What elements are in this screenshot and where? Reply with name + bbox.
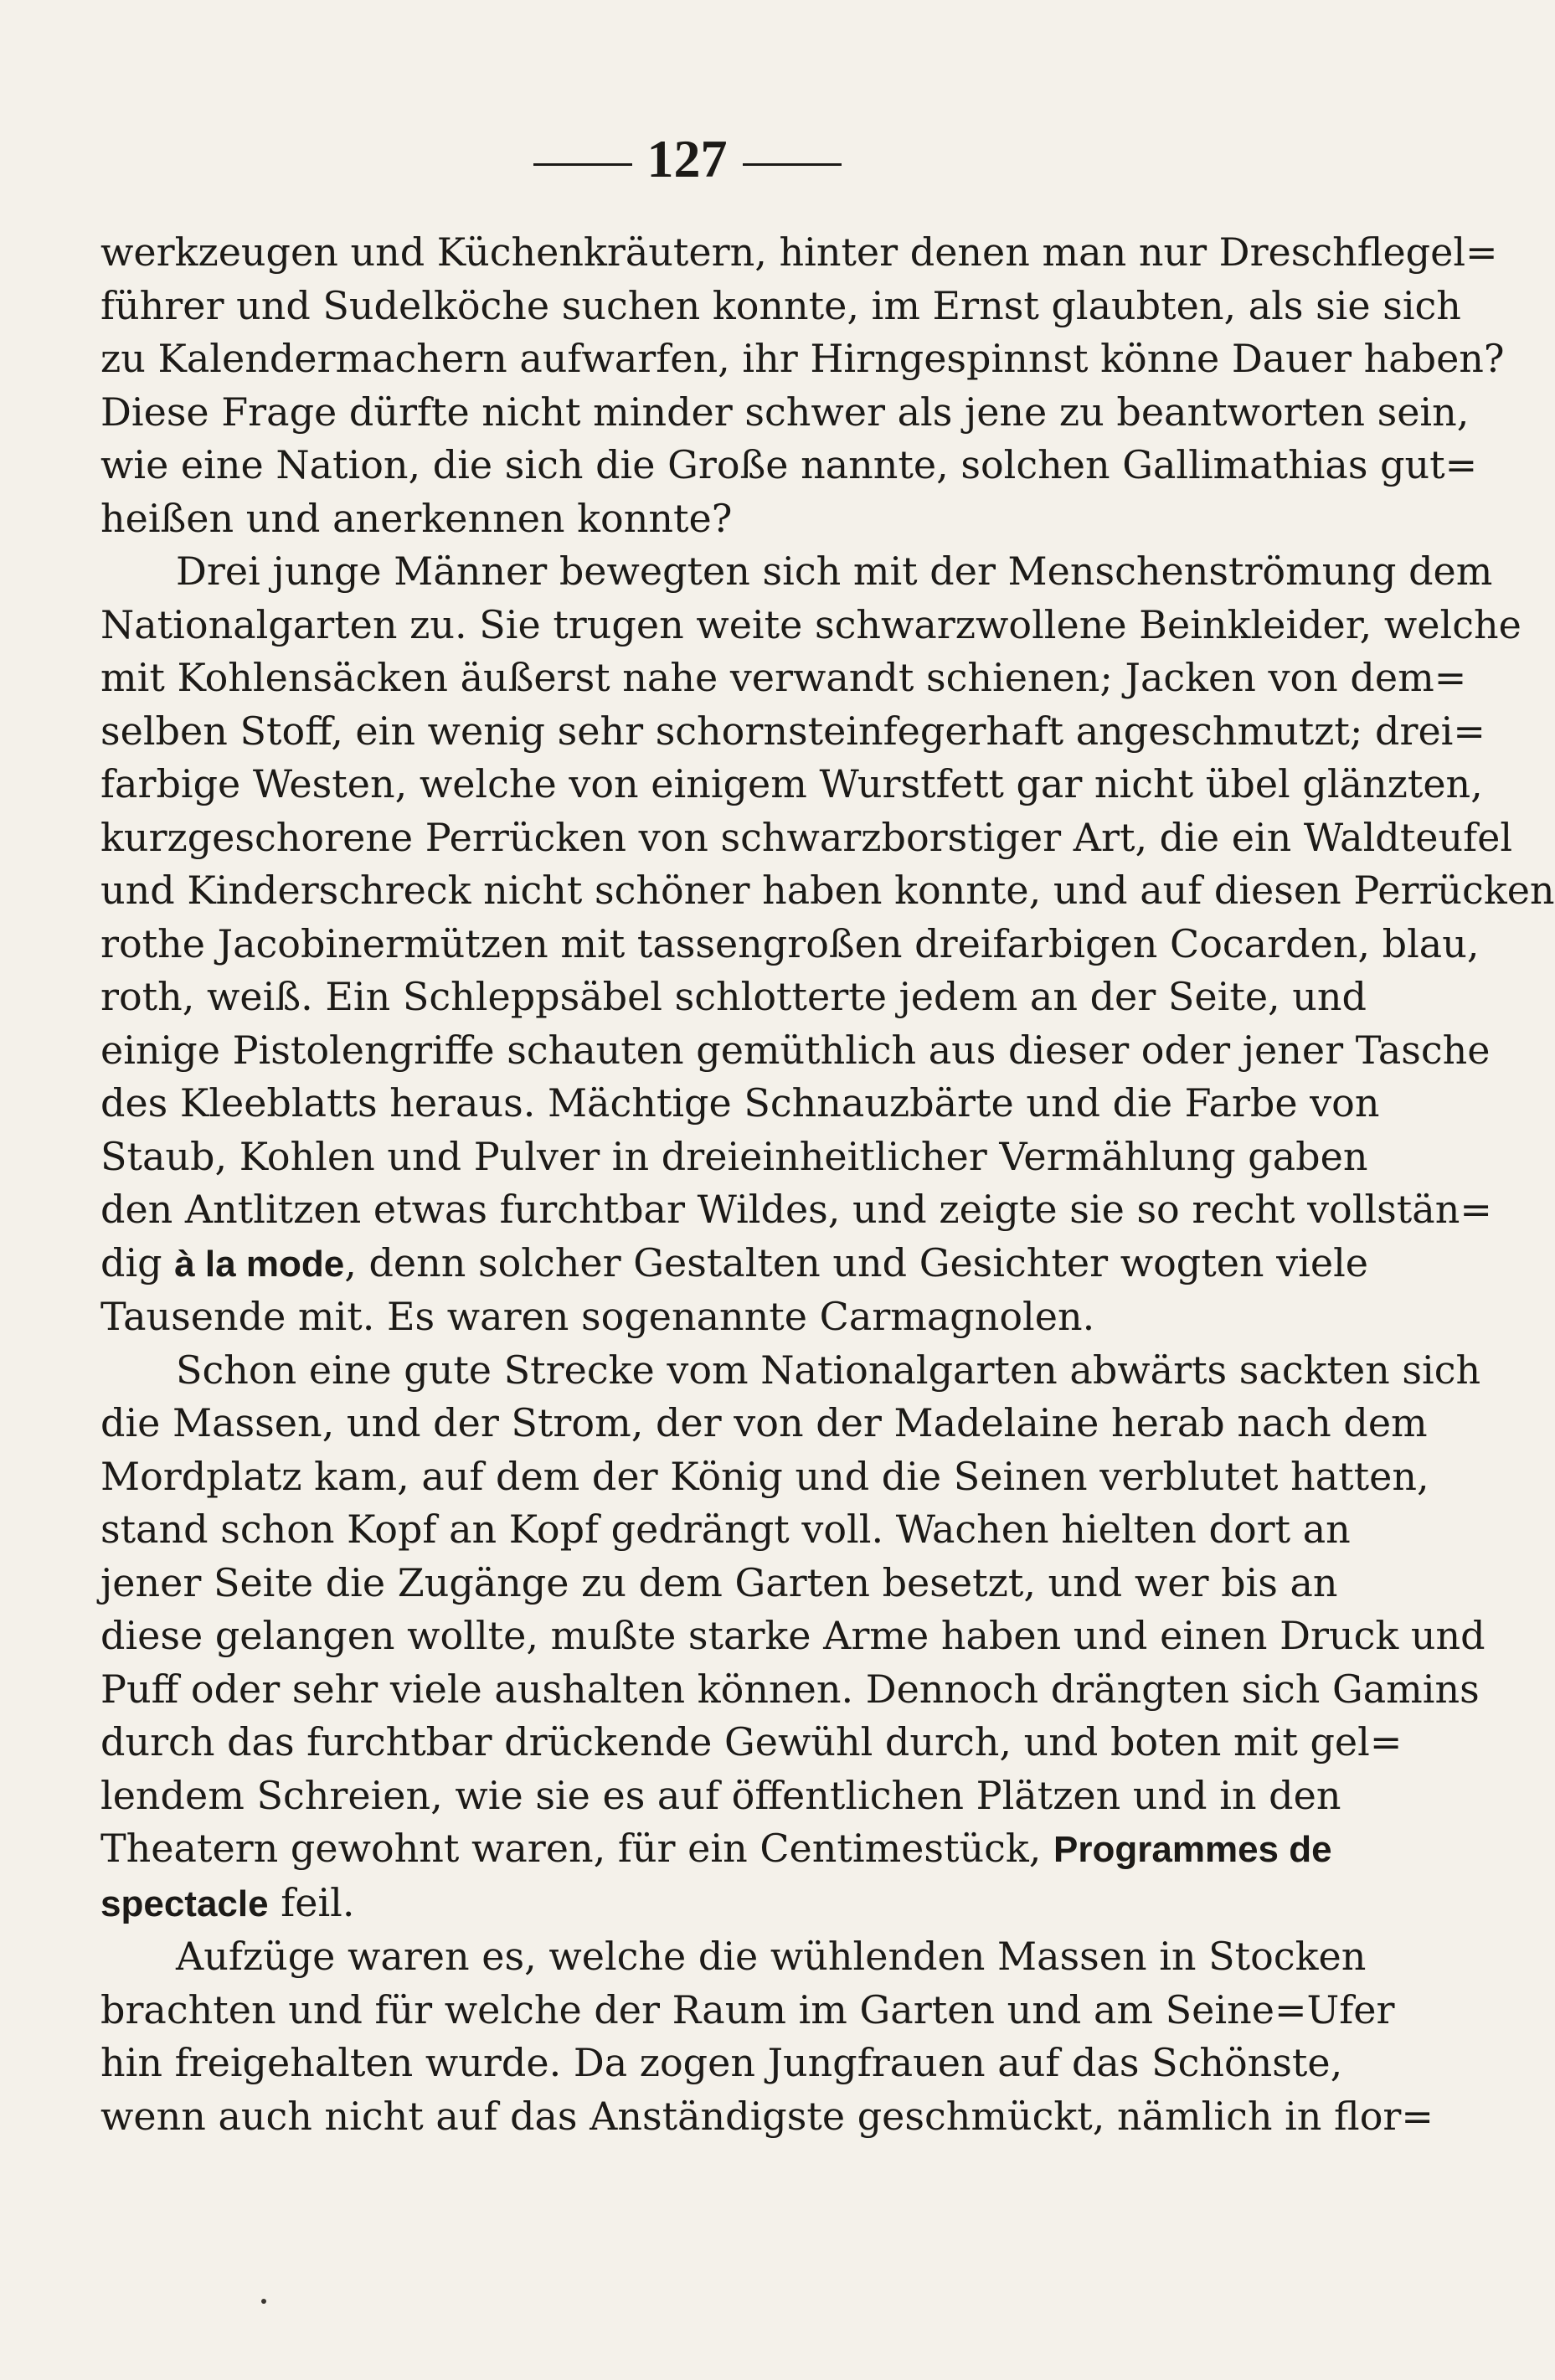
page-header bbox=[0, 126, 1374, 193]
paper-speck bbox=[261, 2299, 266, 2304]
text-line: Schon eine gute Strecke vom Nationalgarten abwärts sackten sich bbox=[176, 1347, 1481, 1393]
text-line: kurzgeschorene Perrücken von schwarzborstiger Art, die ein Waldteufel bbox=[100, 814, 1513, 860]
text-line: Staub, Kohlen und Pulver in dreieinheitlicher Vermählung gaben bbox=[100, 1133, 1368, 1179]
text-line: die Massen, und der Strom, der von der Madelaine herab nach dem bbox=[100, 1400, 1428, 1445]
text-line: des Kleeblatts heraus. Mächtige Schnauzbärte und die Farbe von bbox=[100, 1080, 1380, 1126]
text-line: selben Stoff, ein wenig sehr schornsteinfegerhaft angeschmutzt; drei= bbox=[100, 708, 1485, 754]
text-segment: feil. bbox=[268, 1879, 355, 1925]
text-line: wenn auch nicht auf das Anständigste geschmückt, nämlich in flor= bbox=[100, 2093, 1434, 2139]
text-line: führer und Sudelköche suchen konnte, im Ernst glaubten, als sie sich bbox=[100, 282, 1461, 328]
text-segment: Theatern gewohnt waren, für ein Centimestück, bbox=[100, 1826, 1054, 1871]
text-line: Aufzüge waren es, welche die wühlenden Massen in Stocken bbox=[176, 1934, 1367, 1979]
text-line bbox=[100, 1237, 1369, 1291]
paragraph bbox=[100, 1344, 1485, 1931]
header-rule-left bbox=[533, 163, 632, 166]
text-line: diese gelangen wollte, mußte starke Arme haben und einen Druck und bbox=[100, 1613, 1485, 1658]
text-segment: dig bbox=[100, 1239, 175, 1285]
text-line: durch das furchtbar drückende Gewühl durch, und boten mit gel= bbox=[100, 1719, 1403, 1764]
text-line: brachten und für welche der Raum im Garten und am Seine=Ufer bbox=[100, 1986, 1395, 2032]
paragraph bbox=[100, 1930, 1434, 2143]
body-text bbox=[100, 226, 1555, 2143]
text-line bbox=[100, 1877, 1281, 1931]
text-line: Diese Frage dürfte nicht minder schwer als jene zu beantworten sein, bbox=[100, 389, 1470, 435]
antiqua-phrase: Programmes de bbox=[1053, 1829, 1332, 1870]
text-line: farbige Westen, welche von einigem Wurstfett gar nicht übel glänzten, bbox=[100, 761, 1483, 806]
text-line: einige Pistolengriffe schauten gemüthlich aus dieser oder jener Tasche bbox=[100, 1027, 1491, 1073]
text-line: lendem Schreien, wie sie es auf öffentlichen Plätzen und in den bbox=[100, 1772, 1341, 1818]
text-line bbox=[100, 1822, 1332, 1877]
page-number: 127 bbox=[646, 129, 728, 188]
text-line: jener Seite die Zugänge zu dem Garten besetzt, und wer bis an bbox=[100, 1559, 1338, 1605]
text-line: wie eine Nation, die sich die Große nannte, solchen Gallimathias gut= bbox=[100, 442, 1478, 487]
text-line: zu Kalendermachern aufwarfen, ihr Hirngespinnst könne Dauer haben? bbox=[100, 336, 1505, 381]
text-line: stand schon Kopf an Kopf gedrängt voll. Wachen hielten dort an bbox=[100, 1507, 1351, 1552]
text-line: Tausende mit. Es waren sogenannte Carmagnolen. bbox=[100, 1294, 1095, 1339]
paragraph bbox=[100, 545, 1555, 1344]
text-line: mit Kohlensäcken äußerst nahe verwandt schienen; Jacken von dem= bbox=[100, 655, 1467, 700]
text-line: Drei junge Männer bewegten sich mit der Menschenströmung dem bbox=[176, 549, 1493, 594]
text-line: Nationalgarten zu. Sie trugen weite schwarzwollene Beinkleider, welche bbox=[100, 601, 1522, 647]
antiqua-phrase: à la mode bbox=[174, 1243, 345, 1285]
paragraph bbox=[100, 226, 1505, 545]
text-line: hin freigehalten wurde. Da zogen Jungfrauen auf das Schönste, bbox=[100, 2040, 1343, 2085]
text-line: rothe Jacobinermützen mit tassengroßen dreifarbigen Cocarden, blau, bbox=[100, 920, 1480, 966]
text-line: Mordplatz kam, auf dem der König und die Seinen verblutet hatten, bbox=[100, 1453, 1429, 1499]
text-line: heißen und anerkennen konnte? bbox=[100, 495, 733, 541]
antiqua-phrase: spectacle bbox=[100, 1883, 269, 1924]
text-line: Puff oder sehr viele aushalten können. Dennoch drängten sich Gamins bbox=[100, 1666, 1480, 1712]
text-line: und Kinderschreck nicht schöner haben konnte, und auf diesen Perrücken bbox=[100, 868, 1555, 913]
text-line: den Antlitzen etwas furchtbar Wildes, und zeigte sie so recht vollstän= bbox=[100, 1187, 1492, 1232]
text-line: roth, weiß. Ein Schleppsäbel schlotterte jedem an der Seite, und bbox=[100, 974, 1367, 1019]
header-rule-right bbox=[743, 163, 842, 166]
text-segment: , denn solcher Gestalten und Gesichter wogten viele bbox=[344, 1239, 1369, 1285]
text-line: werkzeugen und Küchenkräutern, hinter denen man nur Dreschflegel= bbox=[100, 229, 1498, 275]
